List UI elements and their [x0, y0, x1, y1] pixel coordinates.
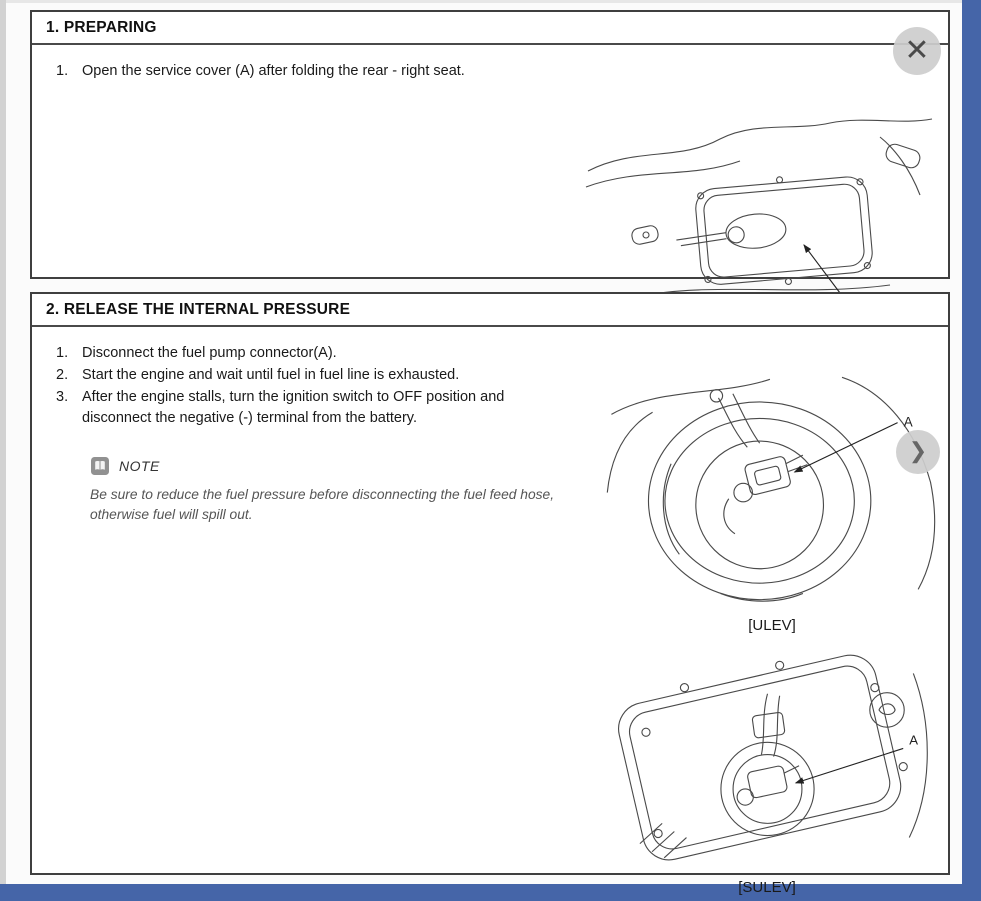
figure-caption-sulev: [SULEV] [738, 879, 796, 896]
callout-a: A [909, 732, 919, 748]
step-number: 3. [56, 388, 69, 405]
note-label: NOTE [119, 458, 160, 474]
sulev-illustration [587, 635, 947, 873]
section1-title: 1. PREPARING [46, 19, 157, 36]
section2-steps [56, 343, 561, 430]
step-item [56, 365, 561, 387]
right-blue-strip [962, 0, 981, 901]
step-text: Disconnect the fuel pump connector(A). [82, 345, 337, 361]
step-item [56, 387, 561, 431]
step-number: 1. [56, 63, 69, 79]
section1-steps [56, 61, 561, 83]
section2-content [32, 343, 948, 896]
note-header [90, 456, 588, 476]
top-edge-line [0, 0, 981, 3]
step-number: 1. [56, 345, 69, 361]
section1-header [32, 12, 948, 45]
step-item [56, 61, 561, 83]
close-icon: ✕ [904, 34, 930, 67]
step-text: Start the engine and wait until fuel in fuel line is exhausted. [82, 366, 460, 383]
callout-a: A [903, 414, 913, 430]
section2-header [32, 294, 948, 327]
note-text: Be sure to reduce the fuel pressure before disconnecting the fuel feed hose, otherwise fuel will spill out. [90, 487, 555, 522]
chevron-right-icon: ❯ [908, 438, 928, 463]
section-release-pressure [30, 292, 950, 896]
note-book-icon [90, 456, 110, 476]
figure-service-cover [580, 109, 940, 309]
step-text: Open the service cover (A) after folding the rear - right seat. [82, 63, 465, 79]
section1-content [32, 61, 948, 292]
next-button[interactable] [896, 430, 940, 474]
close-button[interactable] [893, 27, 941, 75]
left-edge-line [0, 0, 6, 901]
figure-ulev [597, 369, 947, 634]
section2-title: 2. RELEASE THE INTERNAL PRESSURE [46, 301, 351, 318]
section-preparing [30, 10, 950, 279]
step-item [56, 343, 561, 365]
step-number: 2. [56, 366, 69, 383]
figure-caption-ulev: [ULEV] [748, 617, 796, 634]
ulev-illustration [597, 369, 947, 611]
service-cover-illustration [580, 109, 940, 309]
step-text: After the engine stalls, turn the ignition switch to OFF position and disconnect the negative (-) terminal from the battery. [82, 388, 505, 427]
figure-sulev [587, 635, 947, 896]
note-block [90, 456, 588, 525]
